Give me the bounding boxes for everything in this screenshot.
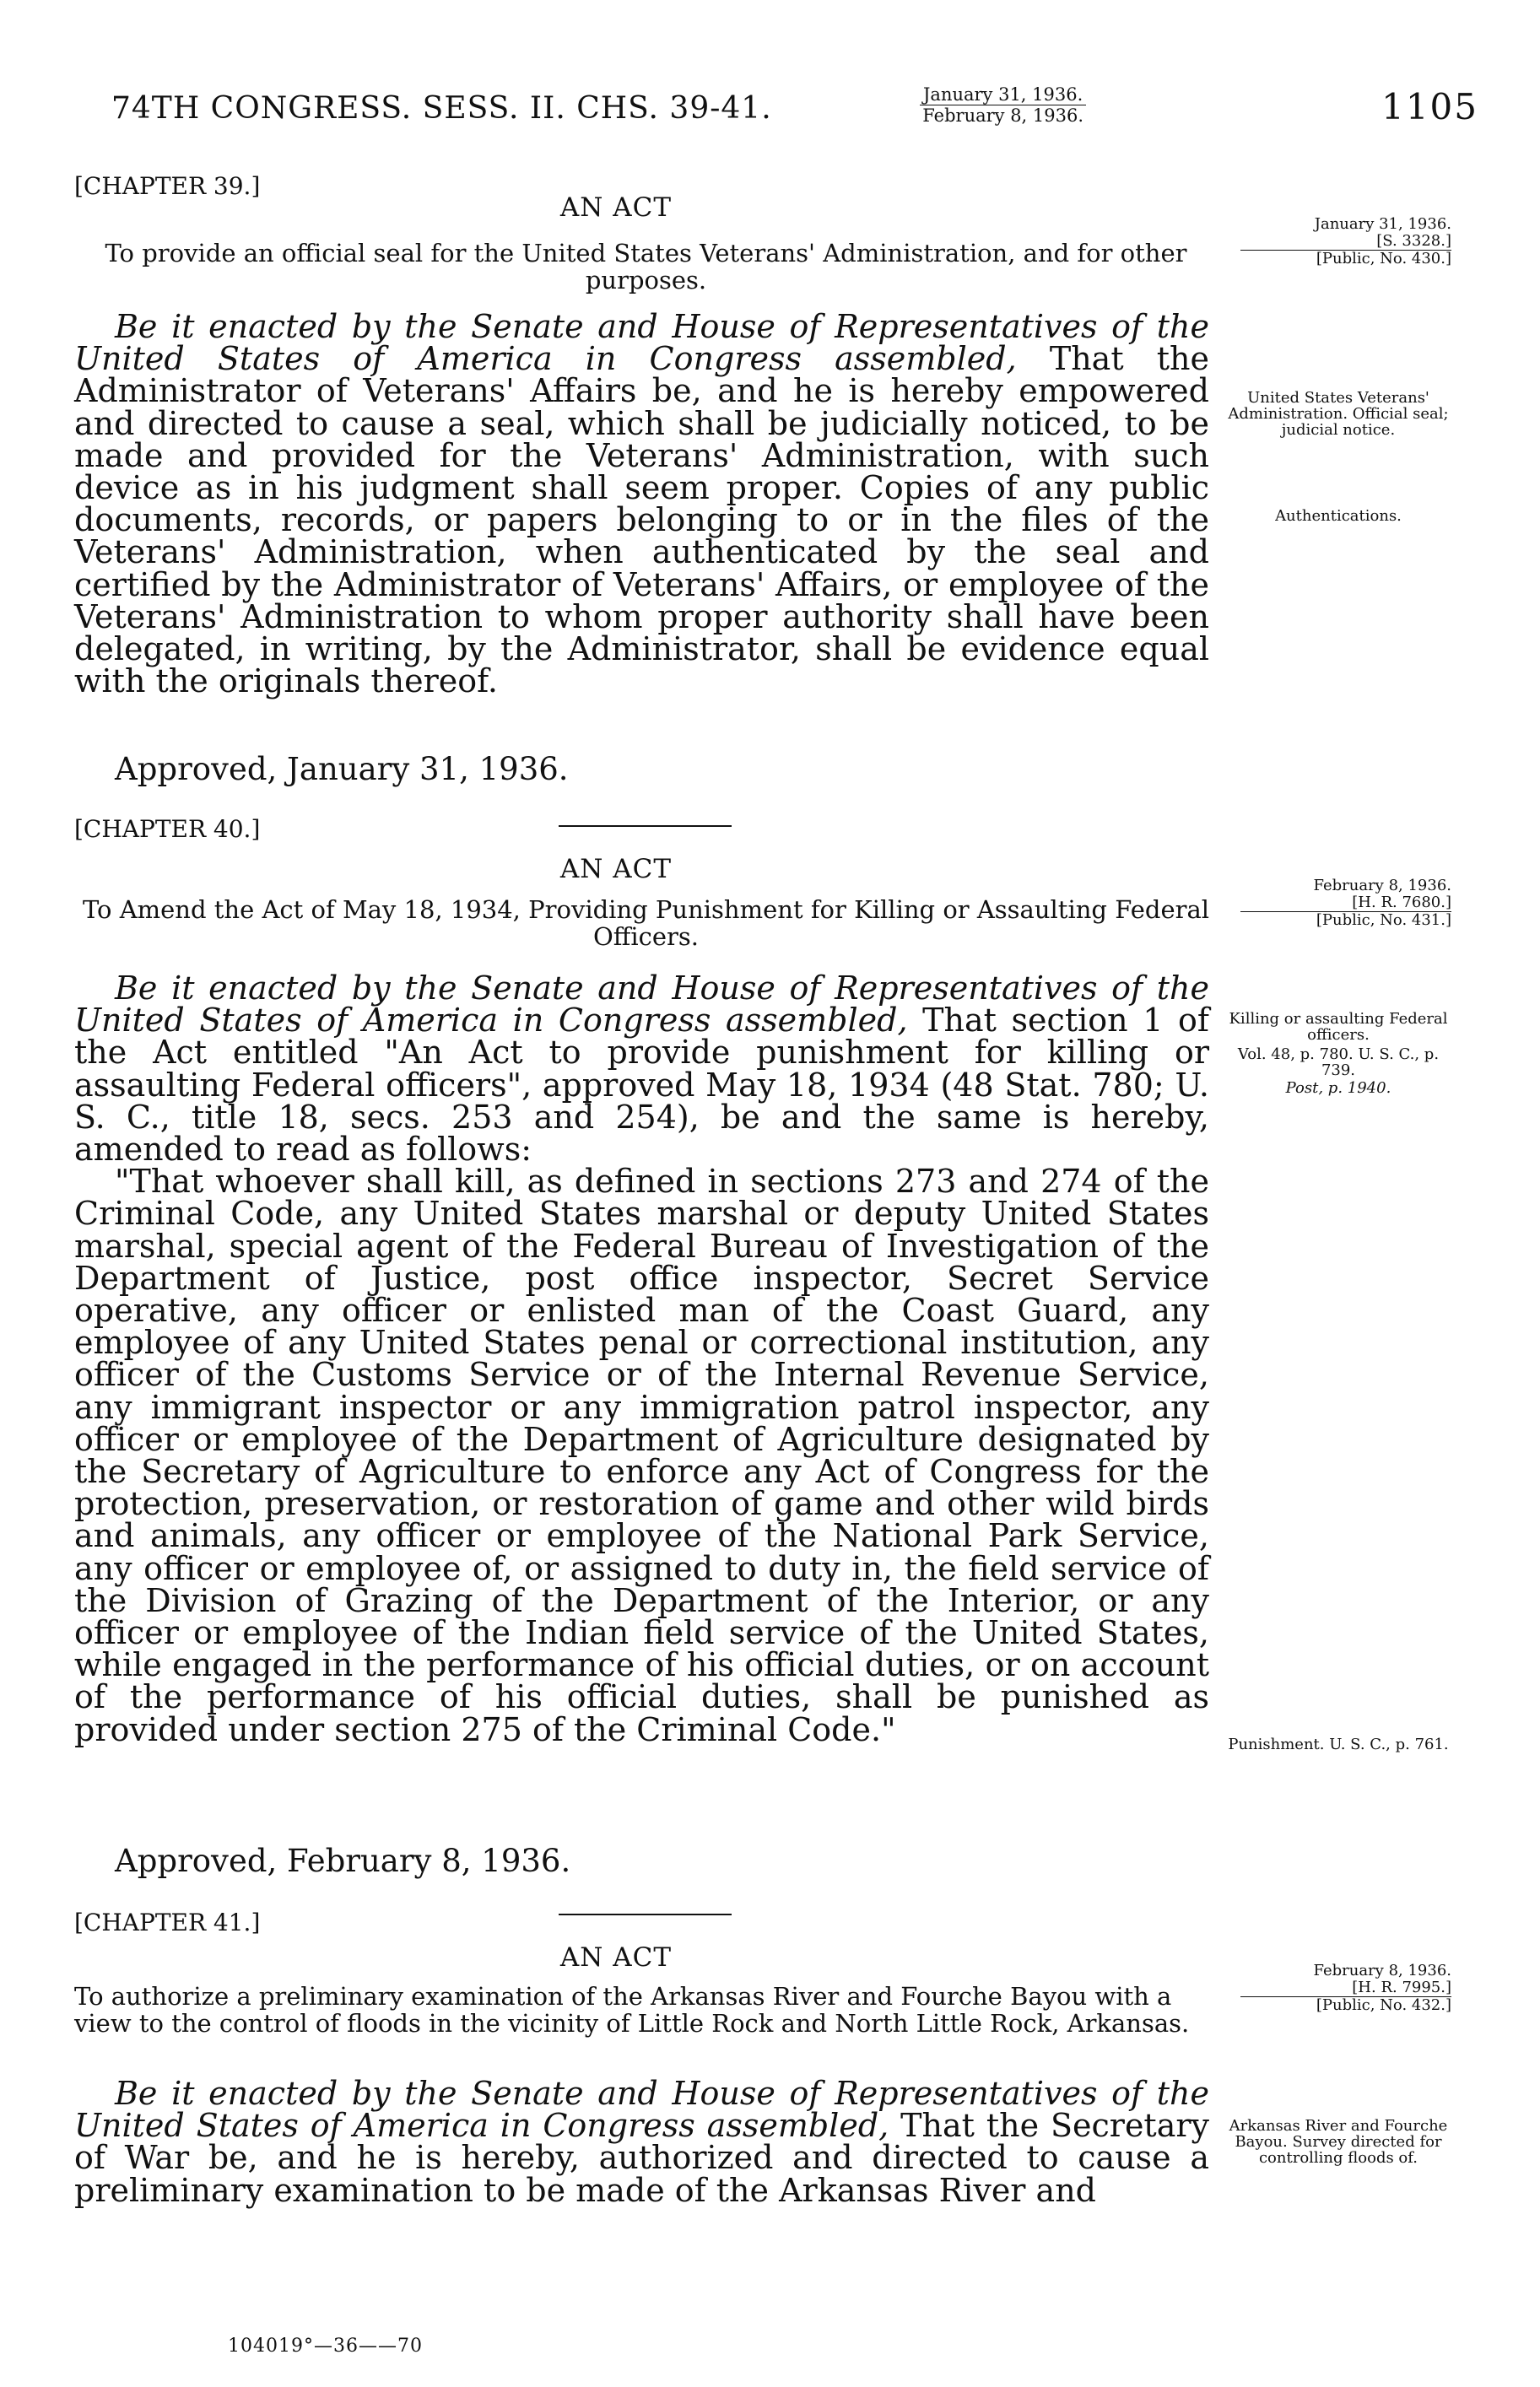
chapter-40-title: To Amend the Act of May 18, 1934, Providing Punishment for Killing or Assaulting Federal Officers. [82, 895, 1210, 951]
chapter-39-act-heading: AN ACT [559, 192, 673, 223]
chapter-40-enacting-clause: Be it enacted by the Senate and House of Representatives of the United States of America in Congress assembled, [74, 969, 1209, 1040]
chapter-39-enacting-clause: Be it enacted by the Senate and House of Representatives of the United States of America in Congress assembled, [74, 308, 1209, 378]
chapter-41-margin-arkansas: Arkansas River and Fourche Bayou. Survey directed for controlling floods of. [1229, 2117, 1448, 2167]
chapter-40-sidenote [1240, 878, 1451, 929]
chapter-39-side-date: January 31, 1936. [1314, 215, 1451, 233]
chapter-40-label: [CHAPTER 40.] [74, 815, 261, 843]
page-number: 1105 [1381, 86, 1478, 127]
chapter-40-margin-killing: Killing or assaulting Federal officers. [1229, 1010, 1448, 1044]
chapter-39-sidenote [1240, 216, 1451, 267]
chapter-41-side-public: [Public, No. 432.] [1316, 1996, 1451, 2014]
chapter-40-margin-post [1225, 1080, 1451, 1096]
chapter-41-sidenote [1240, 1963, 1451, 2014]
chapter-40-margin-post-text: Post, p. 1940. [1285, 1079, 1391, 1097]
running-head [111, 84, 1478, 135]
congress-session-chapters: 74TH CONGRESS. SESS. II. CHS. 39-41. [111, 91, 772, 126]
chapter-40-act-heading: AN ACT [559, 854, 673, 884]
chapter-40-margin-citation: Vol. 48, p. 780. U. S. C., p. 739. [1237, 1045, 1440, 1079]
chapter-40-side-date: February 8, 1936. [1313, 877, 1451, 894]
chapter-40-body [74, 969, 1209, 1748]
chapter-40-text: That section 1 of the Act entitled "An Act to provide punishment for killing or assaulting Federal officers", approved May 18, 1934 (48 Stat. 780; U. S. C., title 18, secs. 253 and 254), be and the same is hereby, amended to read as follows: [74, 1002, 1209, 1169]
chapter-40-margin-punishment: Punishment. U. S. C., p. 761. [1228, 1736, 1449, 1753]
chapter-41-side-bill: [H. R. 7995.] [1240, 1979, 1451, 1997]
chapter-39-text: That the Administrator of Veterans' Affairs be, and he is hereby empowered and directed to cause a seal, which shall be judicially noticed, to be made and provided for the Veterans' Administration, with such device as in his judgment shall seem proper. Copies of any public documents, records, or papers belonging to or in the files of the Veterans' Administration, when authenticated by the seal and certified by the Administrator of Veterans' Affairs, or employee of the Veterans' Administration to whom proper authority shall have been delegated, in writing, by the Administrator, shall be evidence equal with the originals thereof. [74, 340, 1209, 700]
chapter-39-approved: Approved, January 31, 1936. [115, 751, 569, 787]
divider-rule [559, 1914, 732, 1915]
chapter-41-text: That the Secretary of War be, and he is hereby, authorized and directed to cause a preliminary examination to be made of the Arkansas River and [74, 2107, 1209, 2209]
chapter-39-side-bill: [S. 3328.] [1240, 233, 1451, 251]
chapter-39-label: [CHAPTER 39.] [74, 172, 261, 200]
chapter-41-side-date: February 8, 1936. [1313, 1962, 1451, 1979]
chapter-40-amended-text: "That whoever shall kill, as defined in sections 273 and 274 of the Criminal Code, any United States marshal or deputy United States marshal, special agent of the Federal Bureau of Investigation of the Department of Justice, post office inspector, Secret Service operative, any officer or enlisted man of the Coast Guard, any employee of any United States penal or correctional institution, any officer of the Customs Service or of the Internal Revenue Service, any immigrant inspector or any immigration patrol inspector, any officer or employee of the Department of Agriculture designated by the Secretary of Agriculture to enforce any Act of Congress for the protection, preservation, or restoration of game and other wild birds and animals, any officer or employee of the National Park Service, any officer or employee of, or assigned to duty in, the field service of the Division of Grazing of the Department of the Interior, or any officer or employee of the Indian field service of the United States, while engaged in the performance of his official duties, or on account of the performance of his official duties, shall be punished as provided under section 275 of the Criminal Code." [74, 1163, 1209, 1748]
chapter-40-side-public: [Public, No. 431.] [1316, 911, 1451, 929]
chapter-41-label: [CHAPTER 41.] [74, 1909, 261, 1936]
running-head-dates [920, 84, 1086, 126]
running-head-date-top: January 31, 1936. [920, 84, 1086, 105]
divider-rule [559, 825, 732, 827]
chapter-40-side-bill: [H. R. 7680.] [1240, 894, 1451, 912]
chapter-39-margin-authentications: Authentications. [1275, 507, 1402, 525]
chapter-39-title: To provide an official seal for the United States Veterans' Administration, and for other purposes. [105, 239, 1187, 294]
running-head-date-bottom: February 8, 1936. [922, 105, 1084, 126]
chapter-39-body [74, 308, 1209, 700]
chapter-41-enacting-clause: Be it enacted by the Senate and House of Representatives of the United States of America in Congress assembled, [74, 2075, 1209, 2145]
chapter-41-body [74, 2075, 1209, 2209]
chapter-41-act-heading: AN ACT [559, 1942, 673, 1973]
chapter-39-side-public: [Public, No. 430.] [1316, 250, 1451, 267]
chapter-39-margin-seal: United States Veterans' Administration. Official seal; judicial notice. [1228, 389, 1449, 439]
chapter-41-title: To authorize a preliminary examination of the Arkansas River and Fourche Bayou with a view to the control of floods in the vicinity of Little Rock and North Little Rock, Arkansas. [74, 1982, 1190, 2038]
printer-signature-code: 104019°—36——70 [228, 2336, 423, 2357]
chapter-40-approved: Approved, February 8, 1936. [115, 1843, 571, 1879]
